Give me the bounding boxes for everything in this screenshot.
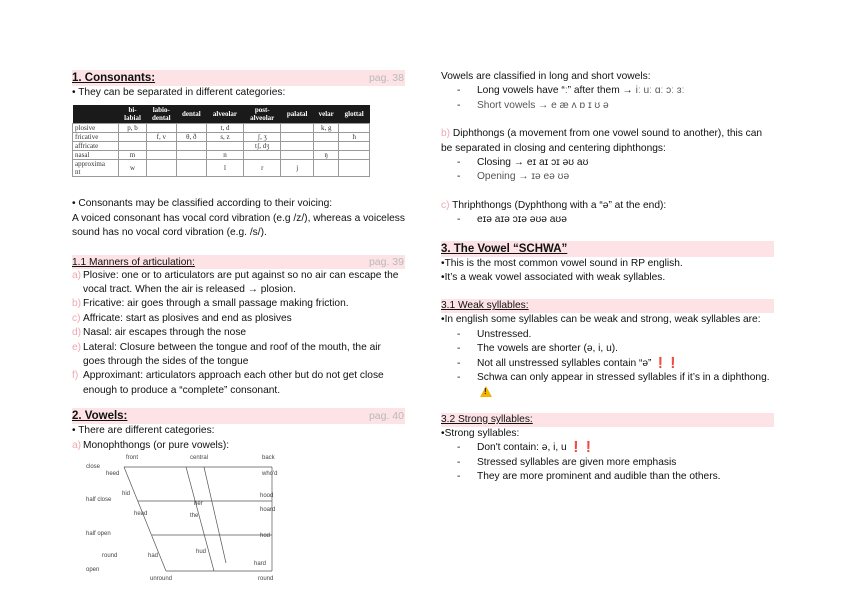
table-cell xyxy=(313,160,338,177)
section-weak-heading xyxy=(441,299,774,313)
table-header: velar xyxy=(313,105,338,124)
strong-list xyxy=(441,441,774,484)
table-cell xyxy=(206,142,243,151)
chart-word: head xyxy=(134,511,148,518)
table-cell xyxy=(176,124,206,133)
chart-word: hood xyxy=(260,493,274,500)
page-ref: pag. 40 xyxy=(368,410,404,423)
list-item: - Not all unstressed syllables contain “ə” ❗❗ xyxy=(457,357,680,369)
heading-title: 1. Consonants: xyxy=(72,72,156,84)
table-cell: ŋ xyxy=(313,151,338,160)
chart-word: hud xyxy=(196,549,207,556)
section-consonants-heading xyxy=(72,70,405,86)
chart-word: hard xyxy=(254,561,267,568)
triphthongs-ipa: eɪə aɪə ɔɪə əʊə aʊə xyxy=(477,214,567,226)
table-cell: w xyxy=(119,160,146,177)
weak-list xyxy=(441,328,774,401)
page-ref: pag. 38 xyxy=(368,72,404,84)
list-item xyxy=(72,369,405,398)
page-ref: pag. 39 xyxy=(368,255,404,268)
table-cell: s, z xyxy=(206,133,243,142)
list-item: - Stressed syllables are given more emphasis xyxy=(457,456,677,468)
manners-list xyxy=(72,269,405,399)
chart-word: had xyxy=(148,553,159,560)
strong-intro: •Strong syllables: xyxy=(441,427,520,439)
row-header: affricate xyxy=(73,142,119,151)
triphthongs-paragraph xyxy=(441,199,774,213)
voicing-line-2: A voiced consonant has vocal cord vibration (e.g /z/), whereas a voiceless sound has no vocal cord vibration (e.g. /s/). xyxy=(72,212,405,239)
table-cell: l xyxy=(206,160,243,177)
long-short-list xyxy=(441,84,774,113)
heading-title: 3. The Vowel “SCHWA” xyxy=(441,242,568,255)
list-item: - eɪə aɪə ɔɪə əʊə aʊə xyxy=(441,213,774,227)
table-cell xyxy=(281,151,314,160)
vowels-classified: Vowels are classified in long and short vowels: xyxy=(441,71,651,82)
monophthongs-label: Monophthongs (or pure vowels): xyxy=(83,439,230,451)
short-vowels: Short vowels → e æ ʌ ɒ ɪ ʊ ə xyxy=(477,99,609,111)
table-cell xyxy=(244,124,281,133)
list-letter: c) xyxy=(72,312,81,324)
diphthongs-text: Diphthongs (a movement from one vowel sound to another), this can be separated in closing and centering diphthongs: xyxy=(441,128,763,154)
chart-top-label: back xyxy=(262,455,275,462)
section-strong-heading xyxy=(441,413,774,427)
chart-side-label: open xyxy=(86,567,100,574)
table-cell xyxy=(313,142,338,151)
exclamation-icon: ❗❗ xyxy=(654,357,680,369)
table-cell xyxy=(146,151,176,160)
list-item: - The vowels are shorter (ə, i, u). xyxy=(457,343,618,355)
triphthongs-text: Thriphthongs (Dyphthong with a “ə” at the end): xyxy=(452,199,667,211)
table-cell xyxy=(281,133,314,142)
heading-title: 3.1 Weak syllables: xyxy=(441,300,529,312)
chart-side-label: close xyxy=(86,464,101,471)
list-item: - Opening → ɪə eə ʊə xyxy=(441,170,774,184)
chart-top-label: central xyxy=(190,455,209,462)
closing-diphthongs: Closing → eɪ aɪ ɔɪ əʊ aʊ xyxy=(477,157,589,169)
triphthongs-list xyxy=(441,213,774,227)
section-vowels-heading xyxy=(72,408,405,424)
table-cell: m xyxy=(119,151,146,160)
list-text: Affricate: start as plosives and end as plosives xyxy=(83,312,292,324)
voicing-line-1: • Consonants may be classified according to their voicing: xyxy=(72,198,333,210)
table-cell: θ, ð xyxy=(176,133,206,142)
table-cell: h xyxy=(339,133,370,142)
table-cell xyxy=(119,133,146,142)
table-header: alveolar xyxy=(206,105,243,124)
table-cell: f, v xyxy=(146,133,176,142)
table-cell xyxy=(313,133,338,142)
list-text: Plosive: one or to articulators are put against so no air can escape the vocal tract. When the air is released → plosion. xyxy=(83,269,399,296)
long-vowels-ipa: iː uː ɑː ɔː ɜː xyxy=(635,85,685,97)
chart-bottom-label: round xyxy=(258,576,274,582)
table-cell: tʃ, dʒ xyxy=(244,142,281,151)
list-letter: a) xyxy=(72,269,82,281)
consonants-intro: • They can be separated in different categories: xyxy=(72,87,286,98)
list-item: - Schwa can only appear in stressed syllables if it’s in a diphthong.! xyxy=(441,371,774,401)
list-item xyxy=(72,269,405,298)
section-schwa-heading xyxy=(441,241,774,257)
warning-icon xyxy=(480,386,492,397)
chart-side-label: half close xyxy=(86,497,112,504)
table-row xyxy=(73,133,370,142)
table-cell xyxy=(119,142,146,151)
table-header: bi- labial xyxy=(119,105,146,124)
table-cell: p, b xyxy=(119,124,146,133)
schwa-line-2: •It’s a weak vowel associated with weak syllables. xyxy=(441,272,666,284)
chart-side-label: half open xyxy=(86,531,111,538)
diphthongs-list xyxy=(441,156,774,185)
diphthongs-paragraph xyxy=(441,127,774,156)
list-item xyxy=(72,341,405,370)
list-letter: f) xyxy=(72,370,79,382)
vowels-intro: • There are different categories: xyxy=(72,425,215,437)
chart-word: hid xyxy=(122,491,131,498)
table-cell xyxy=(339,160,370,177)
table-cell xyxy=(146,160,176,177)
monophthongs-line xyxy=(72,439,405,453)
list-item xyxy=(72,312,405,326)
list-item: - Long vowels have “ː” after them → iː uː ɑː ɔː ɜː xyxy=(457,85,685,97)
chart-word: who'd xyxy=(262,471,278,478)
heading-title: 1.1 Manners of articulation: xyxy=(72,256,195,268)
table-cell: k, g xyxy=(313,124,338,133)
table-row xyxy=(73,151,370,160)
table-row xyxy=(73,160,370,177)
list-item xyxy=(72,297,405,311)
table-header: dental xyxy=(176,105,206,124)
table-cell: j xyxy=(281,160,314,177)
list-letter: a) xyxy=(72,439,82,451)
chart-word: heed xyxy=(106,471,120,478)
table-cell xyxy=(339,124,370,133)
table-cell: ʃ, ʒ xyxy=(244,133,281,142)
left-column xyxy=(72,70,405,581)
list-text: Nasal: air escapes through the nose xyxy=(83,327,247,339)
chart-word: the xyxy=(190,513,199,520)
table-cell: t, d xyxy=(206,124,243,133)
list-item xyxy=(72,326,405,340)
row-header: fricative xyxy=(73,133,119,142)
chart-note: round xyxy=(102,553,118,560)
table-cell xyxy=(176,160,206,177)
list-item: - Short vowels → e æ ʌ ɒ ɪ ʊ ə xyxy=(441,99,774,113)
list-letter: b) xyxy=(441,128,451,140)
opening-diphthongs: Opening → ɪə eə ʊə xyxy=(477,171,570,183)
row-header: nasal xyxy=(73,151,119,160)
chart-bottom-label: unround xyxy=(150,576,173,582)
list-item: - Closing → eɪ aɪ ɔɪ əʊ aʊ xyxy=(441,156,774,170)
table-header xyxy=(73,105,119,124)
table-cell xyxy=(244,151,281,160)
list-letter: d) xyxy=(72,327,82,339)
heading-title: 2. Vowels: xyxy=(72,410,128,423)
consonant-table xyxy=(72,105,370,177)
table-cell xyxy=(176,142,206,151)
list-text: Approximant: articulators approach each other but do not get close enough to produce a “complete” consonant. xyxy=(83,370,384,396)
section-manners-heading xyxy=(72,255,405,269)
chart-word: hod xyxy=(260,533,271,540)
table-cell xyxy=(339,151,370,160)
schwa-line-1: •This is the most common vowel sound in RP english. xyxy=(441,257,683,269)
table-cell: r xyxy=(244,160,281,177)
list-letter: b) xyxy=(72,298,82,310)
chart-word: her xyxy=(194,501,203,508)
list-text: Fricative: air goes through a small passage making friction. xyxy=(83,298,349,310)
table-header: glottal xyxy=(339,105,370,124)
long-vowels-label: Long vowels have “ː” after them → xyxy=(477,85,633,97)
row-header: approxima nt xyxy=(73,160,119,177)
list-item: - They are more prominent and audible than the others. xyxy=(457,471,721,483)
list-item: - Don't contain: ə, i, u ❗❗ xyxy=(457,442,595,454)
chart-word: hoard xyxy=(260,507,276,514)
table-row xyxy=(73,142,370,151)
table-cell xyxy=(176,151,206,160)
heading-title: 3.2 Strong syllables: xyxy=(441,413,533,425)
table-cell xyxy=(339,142,370,151)
table-header: palatal xyxy=(281,105,314,124)
exclamation-icon: ❗❗ xyxy=(569,442,595,454)
table-cell xyxy=(146,142,176,151)
weak-intro: •In english some syllables can be weak and strong, weak syllables are: xyxy=(441,314,761,326)
table-cell: n xyxy=(206,151,243,160)
table-row xyxy=(73,124,370,133)
table-cell xyxy=(281,124,314,133)
vowel-chart xyxy=(86,453,296,581)
table-cell xyxy=(146,124,176,133)
list-letter: c) xyxy=(441,199,450,211)
table-header: post- alveolar xyxy=(244,105,281,124)
chart-top-label: front xyxy=(126,455,139,462)
list-letter: e) xyxy=(72,341,82,353)
right-column xyxy=(441,70,774,485)
table-header: labio- dental xyxy=(146,105,176,124)
table-cell xyxy=(281,142,314,151)
list-text: Lateral: Closure between the tongue and roof of the mouth, the air goes through the sides of the tongue xyxy=(83,341,381,368)
list-item: - Unstressed. xyxy=(457,328,532,340)
row-header: plosive xyxy=(73,124,119,133)
